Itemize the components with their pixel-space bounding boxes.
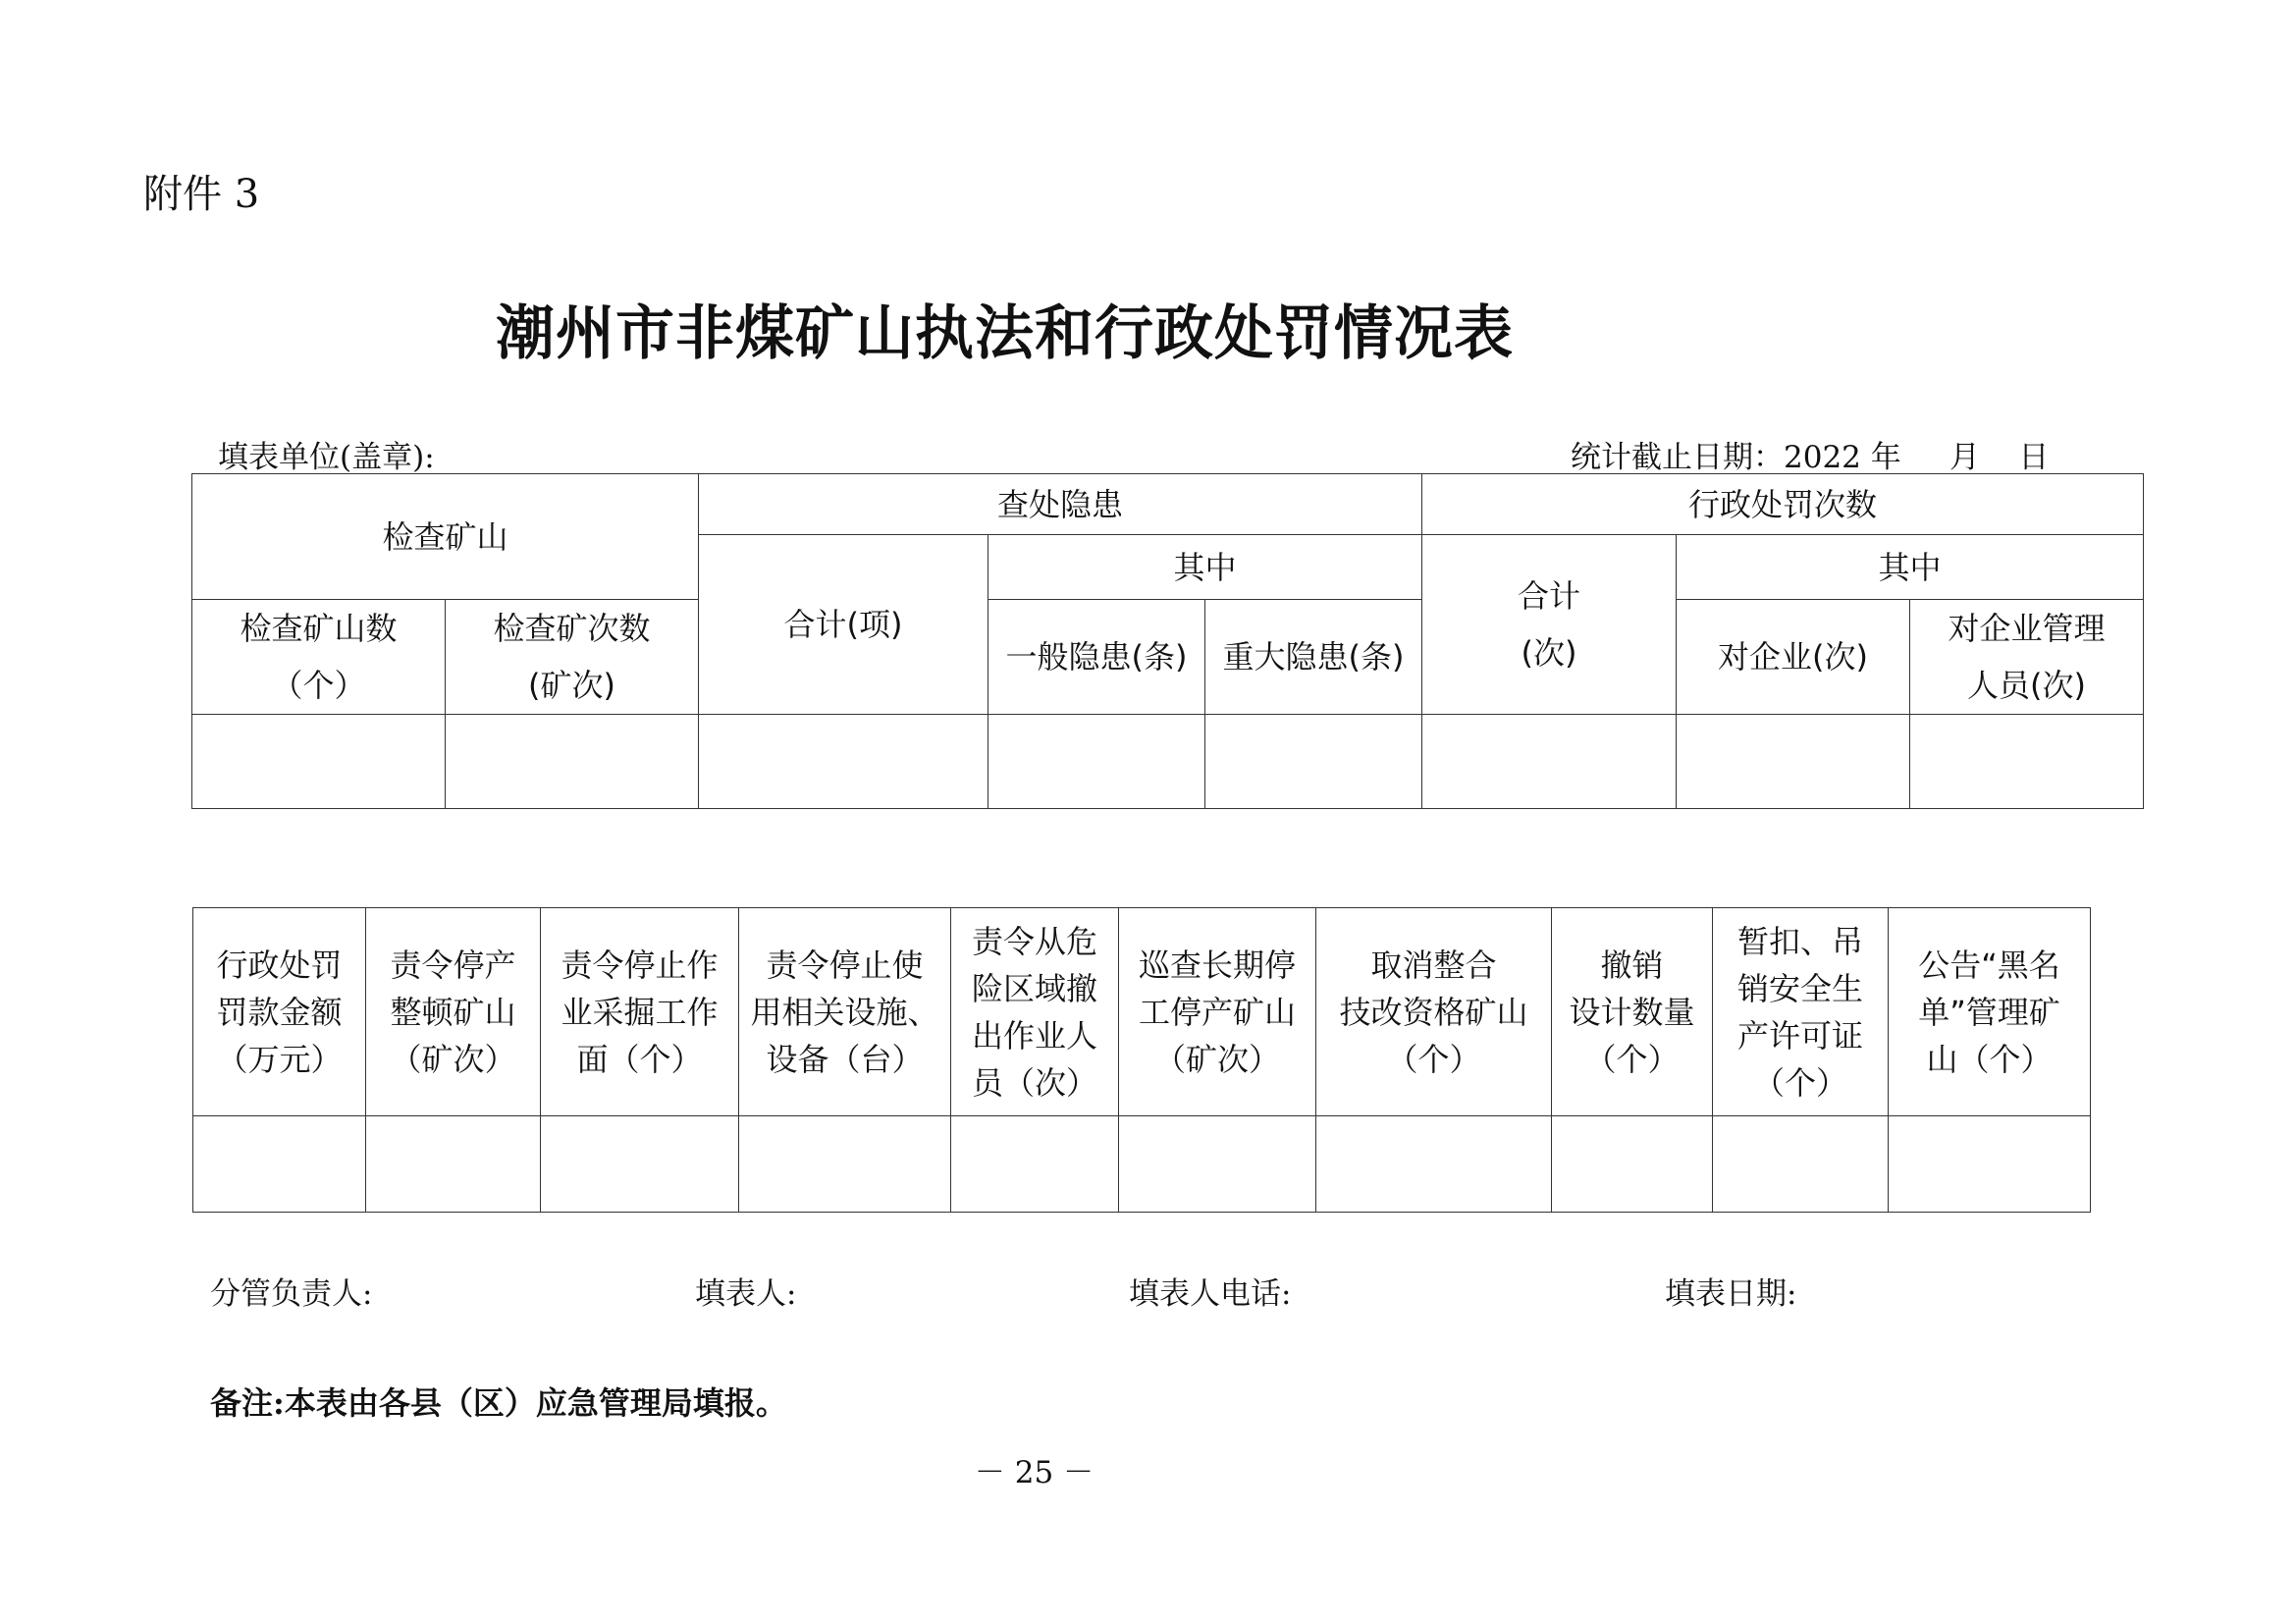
header-inspect-mines: 检查矿山 — [192, 474, 699, 600]
data-cell[interactable] — [446, 715, 699, 809]
fill-date-label: 填表日期: — [1665, 1276, 1797, 1312]
header-inspect-mine-count: 检查矿山数 （个） — [192, 600, 446, 715]
header-to-managers: 对企业管理 人员(次) — [1910, 600, 2144, 715]
data-cell[interactable] — [1889, 1116, 2091, 1213]
header-patrol-idle-mines: 巡查长期停 工停产矿山 （矿次） — [1119, 908, 1316, 1116]
inspection-table — [191, 473, 2144, 809]
data-cell[interactable] — [1119, 1116, 1316, 1213]
cutoff-date-label: 统计截止日期：2022 年 月 日 — [1571, 440, 2050, 475]
header-stop-equipment: 责令停止使 用相关设施、 设备（台） — [739, 908, 951, 1116]
header-cancel-qualification: 取消整合 技改资格矿山 （个） — [1316, 908, 1552, 1116]
filler-phone-label: 填表人电话: — [1129, 1276, 1292, 1312]
header-general-hazards: 一般隐患(条) — [988, 600, 1205, 715]
header-inspect-mine-times: 检查矿次数 (矿次) — [446, 600, 699, 715]
page-number: － 25 － — [974, 1455, 1095, 1490]
data-cell[interactable] — [366, 1116, 541, 1213]
data-cell[interactable] — [988, 715, 1205, 809]
table-row — [193, 1116, 2091, 1213]
in-charge-label: 分管负责人: — [210, 1276, 373, 1312]
data-cell[interactable] — [541, 1116, 739, 1213]
data-cell[interactable] — [193, 1116, 366, 1213]
table-row — [192, 715, 2144, 809]
data-cell[interactable] — [1422, 715, 1677, 809]
data-cell[interactable] — [1910, 715, 2144, 809]
data-cell[interactable] — [739, 1116, 951, 1213]
data-cell[interactable] — [1713, 1116, 1889, 1213]
header-hazards: 查处隐患 — [699, 474, 1422, 535]
data-cell[interactable] — [951, 1116, 1119, 1213]
penalty-table — [192, 907, 2091, 1213]
header-of-which-penalty: 其中 — [1677, 535, 2144, 600]
header-of-which-hazards: 其中 — [988, 535, 1422, 600]
page-title: 潮州市非煤矿山执法和行政处罚情况表 — [496, 299, 1514, 368]
header-total-items: 合计(项) — [699, 535, 988, 715]
attachment-label: 附件 3 — [143, 172, 260, 217]
data-cell[interactable] — [1552, 1116, 1713, 1213]
header-fine-amount: 行政处罚 罚款金额 （万元） — [193, 908, 366, 1116]
remark-note: 备注:本表由各县（区）应急管理局填报。 — [210, 1384, 787, 1422]
data-cell[interactable] — [699, 715, 988, 809]
data-cell[interactable] — [192, 715, 446, 809]
header-blacklist-mines: 公告“黑名 单”管理矿 山（个） — [1889, 908, 2091, 1116]
fill-unit-label: 填表单位(盖章): — [218, 440, 435, 475]
header-penalty-count: 行政处罚次数 — [1422, 474, 2144, 535]
header-stop-working-face: 责令停止作 业采掘工作 面（个） — [541, 908, 739, 1116]
header-major-hazards: 重大隐患(条) — [1205, 600, 1422, 715]
header-suspend-license: 暂扣、吊 销安全生 产许可证 （个） — [1713, 908, 1889, 1116]
data-cell[interactable] — [1205, 715, 1422, 809]
header-revoke-design: 撤销 设计数量 （个） — [1552, 908, 1713, 1116]
header-evacuate-personnel: 责令从危 险区域撤 出作业人 员（次） — [951, 908, 1119, 1116]
filler-label: 填表人: — [695, 1276, 797, 1312]
data-cell[interactable] — [1677, 715, 1910, 809]
header-total-times: 合计 (次) — [1422, 535, 1677, 715]
data-cell[interactable] — [1316, 1116, 1552, 1213]
header-to-enterprise: 对企业(次) — [1677, 600, 1910, 715]
header-suspend-production: 责令停产 整顿矿山 （矿次） — [366, 908, 541, 1116]
